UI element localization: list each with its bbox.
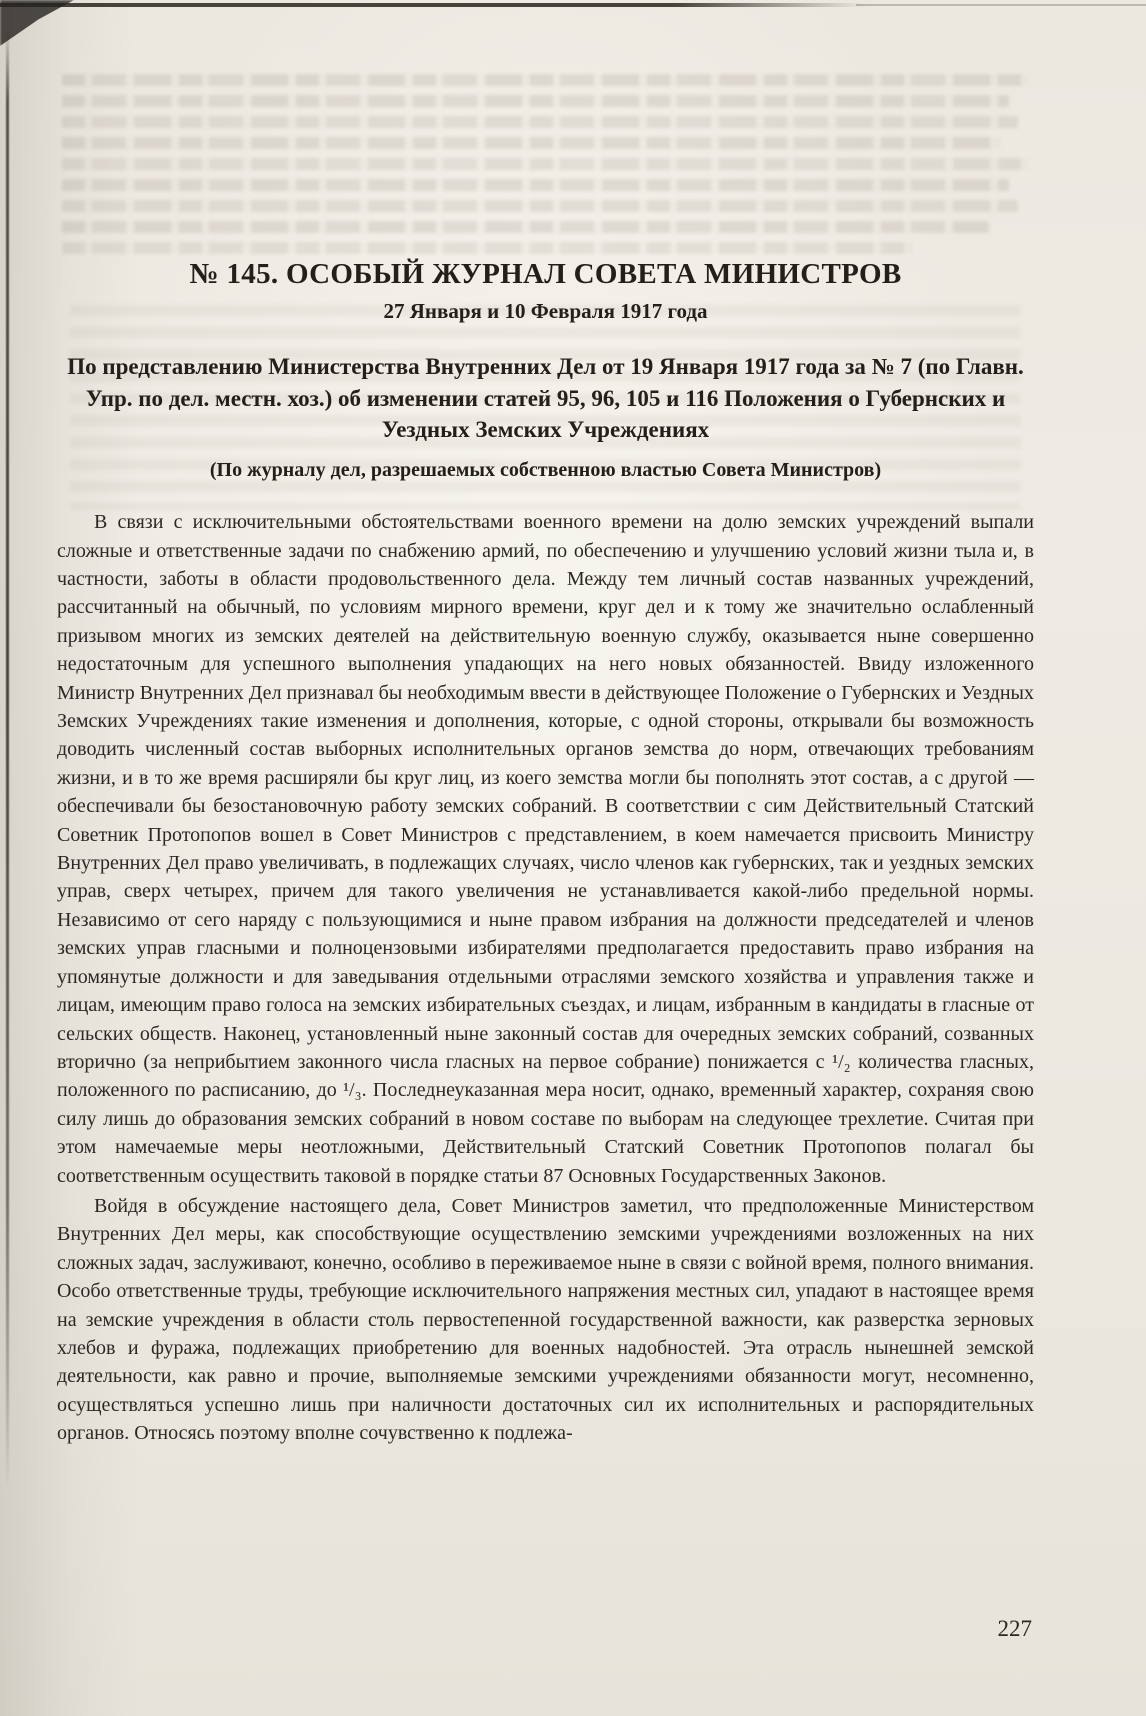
scan-edge-top-line [0,3,866,7]
bleedthrough-text-top [62,74,1028,254]
journal-date: 27 Января и 10 Февраля 1917 года [383,299,708,323]
body-paragraph-2: Войдя в обсуждение настоящего дела, Совет Министров заметил, что предположенные Министерством Внутренних Дел меры, как способствующие осуществлению земскими учреждениями возложенных на них сложных задач, заслуживают, конечно, особливо в переживаемое ныне в связи с войной время, полного внимания. Особо ответственные труды, требующие исключительного напряжения местных сил, упадают в настоящее время на земские учреждения в области столь первостепенной государственной важности, как разверстка зерновых хлебов и фуража, подлежащих приобретению для военных надобностей. Эта отрасль нынешней земской деятельности, как равно и прочие, выполняемые земскими учреждениями обязанности могут, несомненно, осуществляться успешно лишь при наличности достаточных сил их исполнительных и распорядительных органов. Относясь поэтому вполне сочувственно к подлежа- [57,1194,1034,1445]
journal-subject: По представлению Министерства Внутренних Дел от 19 Января 1917 года за № 7 (по Главн. Упр. по дел. местн. хоз.) об изменении статей 95, 96, 105 и 116 Положения о Губернских и Уездных Земских Учреждениях [67,354,1024,443]
journal-title: № 145. ОСОБЫЙ ЖУРНАЛ СОВЕТА МИНИСТРОВ [189,258,902,290]
body-paragraph-1: В связи с исключительными обстоятельствами военного времени на долю земских учреждений выпали сложные и ответственные задачи по снабжению армий, по обеспечению и улучшению условий жизни тыла и, в частности, заботы в области продовольственного дела. Между тем личный состав названных учреждений, рассчитанный на обычный, по условиям мирного времени, круг дел и к тому же значительно ослабленный призывом многих из земских деятелей на действительную военную службу, оказывается ныне совершенно недостаточным для успешного выполнения упадающих на него новых обязанностей. Ввиду изложенного Министр Внутренних Дел признавал бы необходимым ввести в действующее Положение о Губернских и Уездных Земских Учреждениях такие изменения и дополнения, которые, с одной стороны, открывали бы возможность доводить численный состав выборных исполнительных органов земства до норм, отвечающих требованиям жизни, и в то же время расширяли бы круг лиц, из коего земства могли бы пополнять этот состав, а с другой — обеспечивали бы безостановочную работу земских собраний. В соответствии с сим Действительный Статский Советник Протопопов вошел в Совет Министров с представлением, в коем намечается присвоить Министру Внутренних Дел право увеличивать, в подлежащих случаях, число членов как губернских, так и уездных земских управ, сверх четырех, причем для такого увеличения не устанавливается какой-либо предельной нормы. Независимо от сего наряду с пользующимися и ныне правом избрания на должности председателей и членов земских управ гласными и полноцензовыми избирателями предполагается предоставить право избрания на упомянутые должности и для заведывания отдельными отраслями земского хозяйства и управления также и лицам, имеющим право голоса на земских избирательных съездах, и лицам, избранным в кандидаты в гласные от сельских обществ. Наконец, установленный ныне законный состав для очередных земских собраний, созванных вторично (за неприбытием законного числа гласных на первое собрание) понижается с ¹/₂ количества гласных, положенного по расписанию, до ¹/₃. Последнеуказанная мера носит, однако, временный характер, сохраняя свою силу лишь до образования земских собраний в новом составе по выборам на следующее трехлетие. Считая при этом намечаемые меры неотложными, Действительный Статский Советник Протопопов полагал бы соответственным осуществить таковой в порядке статьи 87 Основных Государственных Законов. [57,511,1034,1187]
text-block [57,258,1034,1448]
journal-resolution-note: (По журналу дел, разрешаемых собственною властью Совета Министров) [209,459,882,482]
scan-edge-top-line-faint [856,4,1146,6]
scan-edge-left-line [6,28,9,1488]
page-number: 227 [997,1616,1032,1641]
